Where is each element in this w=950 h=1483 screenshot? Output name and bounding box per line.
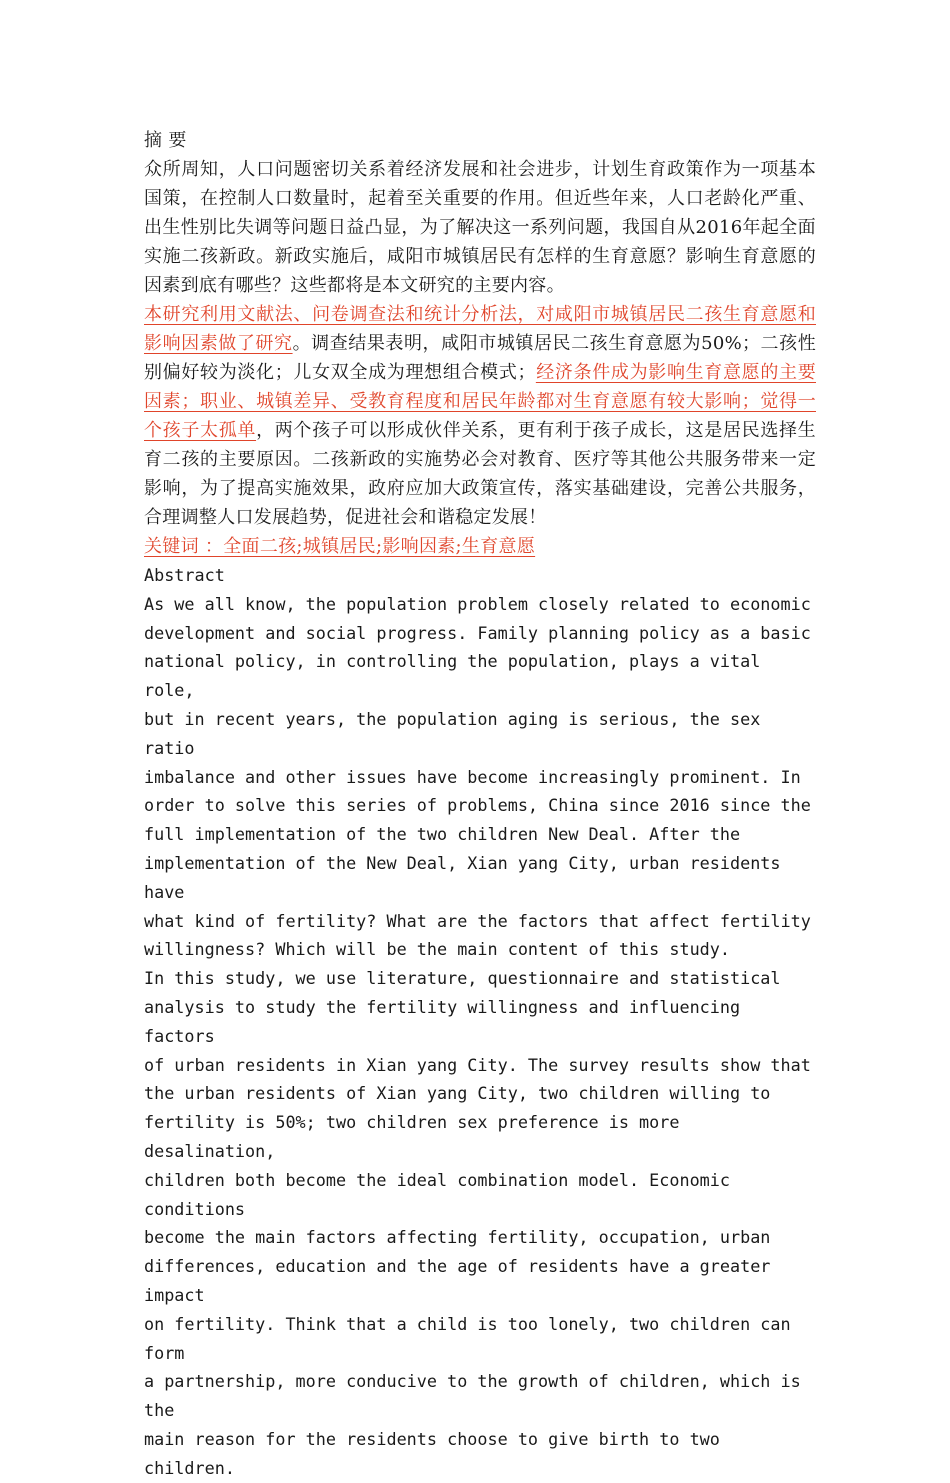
chinese-abstract-heading: 摘 要 bbox=[144, 130, 187, 151]
english-abstract-heading: Abstract bbox=[144, 565, 225, 585]
english-abstract-paragraph-2: In this study, we use literature, questionnaire and statistical analysis to study the fertility willingness and influencing factors of urban residents in Xian yang City. The survey results show that the urban residents of Xian yang City, two children willing to fertility is 50%; two children sex preference is more desalination, children both become the ideal combination model. Economic conditions become the main factors affecting fertility, occupation, urban differences, education and the age of residents have a greater impact on fertility. Think that a child is too lonely, two children can form a partnership, more conducive to the growth of children, which is the main reason for the residents choose to give birth to two children. bbox=[144, 968, 811, 1478]
keywords-line bbox=[144, 532, 816, 561]
highlighted-method-text: 本研究利用文献法、问卷调查法和统计分析法，对咸阳市城镇居民二孩生育意愿和影响因素做了研究 bbox=[144, 304, 816, 354]
keywords-text: 关键词 ：全面二孩;城镇居民;影响因素;生育意愿 bbox=[144, 536, 536, 557]
results-text: 。调查结果表明，咸阳市城镇居民二孩生育意愿为50%；二孩性别偏好较为淡化；儿女双全成为理想组合模式； bbox=[144, 333, 816, 383]
document-page bbox=[144, 126, 816, 1483]
highlighted-factors-text: 经济条件成为影响生育意愿的主要因素；职业、城镇差异、受教育程度和居民年龄都对生育意愿有较大影响；觉得一个孩子太孤单 bbox=[144, 362, 816, 441]
english-abstract-paragraph-1: As we all know, the population problem closely related to economic development and social progress. Family planning policy as a basic national policy, in controlling the population, plays a vital role, but in recent years, the population aging is serious, the sex ratio imbalance and other issues have become increasingly prominent. In order to solve this series of problems, China since 2016 since the full implementation of the two children New Deal. After the implementation of the New Deal, Xian yang City, urban residents have what kind of fertility? What are the factors that affect fertility willingness? Which will be the main content of this study. bbox=[144, 593, 811, 960]
chinese-abstract-paragraph-2 bbox=[144, 300, 816, 532]
chinese-abstract-paragraph-1: 众所周知，人口问题密切关系着经济发展和社会进步，计划生育政策作为一项基本国策，在控制人口数量时，起着至关重要的作用。但近些年来，人口老龄化严重、出生性别比失调等问题日益凸显，为了解决这一系列问题，我国自从2016年起全面实施二孩新政。新政实施后，咸阳市城镇居民有怎样的生育意愿？影响生育意愿的因素到底有哪些？这些都将是本文研究的主要内容。 bbox=[144, 159, 816, 296]
conclusion-text: ，两个孩子可以形成伙伴关系，更有利于孩子成长，这是居民选择生育二孩的主要原因。二孩新政的实施势必会对教育、医疗等其他公共服务带来一定影响，为了提高实施效果，政府应加大政策宣传，落实基础建设，完善公共服务，合理调整人口发展趋势，促进社会和谐稳定发展！ bbox=[144, 420, 816, 528]
